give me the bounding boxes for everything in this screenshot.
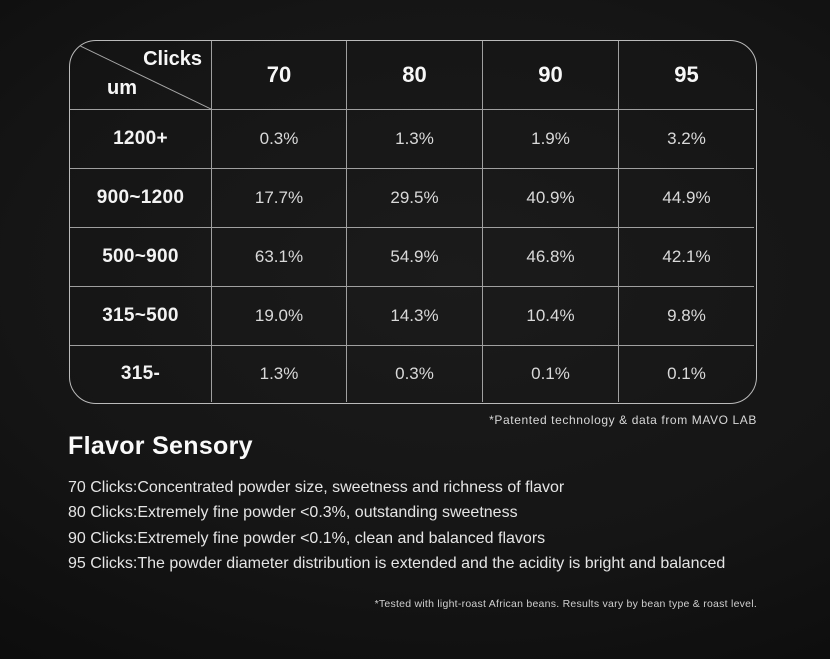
value-cell: 1.3% bbox=[212, 346, 347, 402]
row-label-1200plus: 1200+ bbox=[70, 110, 212, 169]
value-cell: 10.4% bbox=[483, 287, 619, 346]
column-header-90: 90 bbox=[483, 41, 619, 110]
value-cell: 1.3% bbox=[347, 110, 483, 169]
row-label-315-500: 315~500 bbox=[70, 287, 212, 346]
flavor-sensory-title: Flavor Sensory bbox=[68, 432, 253, 460]
value-cell: 40.9% bbox=[483, 169, 619, 228]
value-cell: 0.3% bbox=[347, 346, 483, 402]
value-cell: 0.3% bbox=[212, 110, 347, 169]
value-cell: 17.7% bbox=[212, 169, 347, 228]
value-cell: 0.1% bbox=[483, 346, 619, 402]
grind-distribution-table bbox=[69, 40, 757, 404]
value-cell: 3.2% bbox=[619, 110, 754, 169]
corner-um-label: um bbox=[107, 77, 137, 99]
corner-clicks-label: Clicks bbox=[143, 48, 202, 70]
column-header-80: 80 bbox=[347, 41, 483, 110]
tested-beans-footnote: *Tested with light-roast African beans. Results vary by bean type & roast level. bbox=[374, 598, 757, 610]
value-cell: 14.3% bbox=[347, 287, 483, 346]
value-cell: 0.1% bbox=[667, 364, 706, 383]
value-cell: 46.8% bbox=[483, 228, 619, 287]
row-label-500-900: 500~900 bbox=[70, 228, 212, 287]
value-cell: 1.9% bbox=[483, 110, 619, 169]
flavor-line-90: 90 Clicks:Extremely fine powder <0.1%, clean and balanced flavors bbox=[68, 529, 546, 547]
value-cell: 54.9% bbox=[347, 228, 483, 287]
flavor-line-95: 95 Clicks:The powder diameter distribution is extended and the acidity is bright and balanced bbox=[68, 555, 726, 573]
value-cell: 19.0% bbox=[212, 287, 347, 346]
corner-header-cell bbox=[70, 41, 212, 110]
column-header-70: 70 bbox=[212, 41, 347, 110]
flavor-description-list bbox=[68, 475, 768, 577]
flavor-line-80: 80 Clicks:Extremely fine powder <0.3%, outstanding sweetness bbox=[68, 504, 518, 522]
value-cell: 9.8% bbox=[619, 287, 754, 346]
value-cell: 44.9% bbox=[619, 169, 754, 228]
value-cell: 42.1% bbox=[619, 228, 754, 287]
value-cell: 29.5% bbox=[347, 169, 483, 228]
column-header-95: 95 bbox=[619, 41, 754, 110]
row-label-315minus: 315- bbox=[70, 346, 212, 402]
flavor-line-70: 70 Clicks:Concentrated powder size, sweetness and richness of flavor bbox=[68, 479, 565, 496]
patented-footnote: *Patented technology & data from MAVO LAB bbox=[489, 413, 757, 427]
row-label-900-1200: 900~1200 bbox=[70, 169, 212, 228]
value-cell: 63.1% bbox=[212, 228, 347, 287]
